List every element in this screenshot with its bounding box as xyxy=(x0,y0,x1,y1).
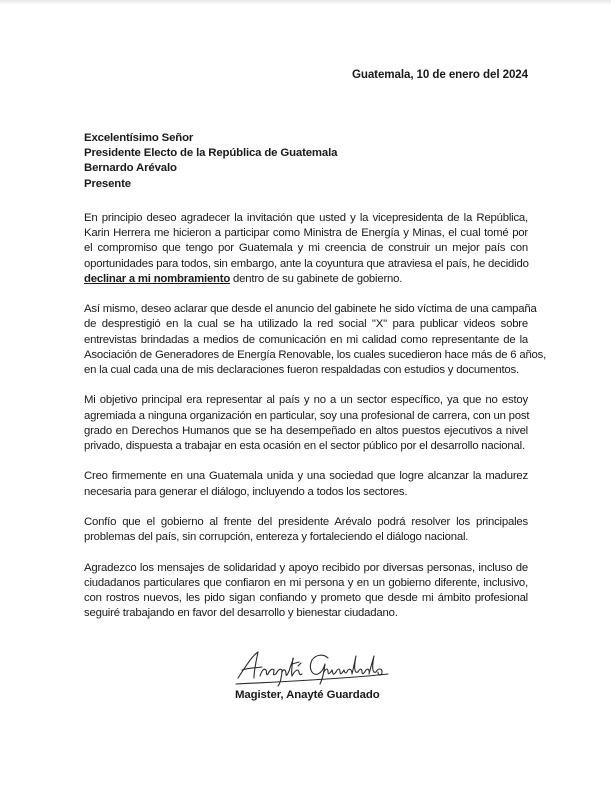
recipient-title: Presidente Electo de la República de Guatemala xyxy=(84,147,338,160)
text-line: en la cual cada una de mis declaraciones fueron respaldadas con estudios y documentos. xyxy=(84,364,519,377)
paragraph-5 xyxy=(84,515,528,545)
text-line: Asociación de Generadores de Energía Renovable, los cuales sucedieron hace más de 6 años, xyxy=(84,348,547,361)
text-line: necesaria para generar el diálogo, incluyendo a todos los sectores. xyxy=(84,485,408,498)
recipient-salutation: Excelentísimo Señor xyxy=(84,132,194,144)
paragraph-1 xyxy=(84,211,528,287)
text-line: ciudadanos particulares que confiaron en mi persona y en un gobierno diferente, inclusivo, xyxy=(84,576,528,589)
recipient-name: Bernardo Arévalo xyxy=(84,162,177,175)
text-line: seguiré trabajando en favor del desarrollo y bienestar ciudadano. xyxy=(84,607,398,620)
paragraph-6 xyxy=(84,561,528,622)
text-line: Karin Herrera me hicieron a participar como Ministra de Energía y Minas, el cual tomé por xyxy=(84,227,528,240)
text-line: Agradezco los mensajes de solidaridad y apoyo recibido por diversas personas, incluso de xyxy=(84,561,528,574)
text-line: Mi objetivo principal era representar al país y no a un sector específico, ya que no estoy xyxy=(84,394,528,407)
text-line: En principio deseo agradecer la invitación que usted y la vicepresidenta de la República, xyxy=(84,212,528,224)
recipient-block xyxy=(84,131,337,192)
paragraph-2 xyxy=(84,302,547,378)
paragraph-3 xyxy=(84,393,528,454)
text-line: el compromiso que tengo por Guatemala y mi creencia de construir un mejor país con xyxy=(84,242,528,255)
text-line: oportunidades para todos, sin embargo, ante la coyuntura que atraviesa el país, he decidido xyxy=(84,257,529,270)
text-line: privado, dispuesta a trabajar en esta ocasión en el sector público por el desarrollo nacional. xyxy=(84,440,525,453)
signatory-name: Magister, Anayté Guardado xyxy=(235,689,380,701)
letter-date: Guatemala, 10 de enero del 2024 xyxy=(351,68,528,81)
letter-body xyxy=(84,211,547,637)
handwritten-signature xyxy=(232,648,392,688)
text-line: con rostros nuevos, les pido sigan confiando y prometo que desde mi ámbito profesional xyxy=(84,592,528,604)
paragraph-4 xyxy=(84,469,528,499)
text-line: entrevistas brindadas a medios de comunicación en mi calidad como representante de la xyxy=(84,333,528,346)
text-line xyxy=(84,272,528,287)
text-line: Confío que el gobierno al frente del presidente Arévalo podrá resolver los principales xyxy=(84,516,528,528)
paragraph-tail: dentro de su gabinete de gobierno. xyxy=(230,272,403,285)
emphasized-decline-text: declinar a mi nombramiento xyxy=(84,272,231,285)
text-line: grado en Derechos Humanos que se ha desempeñado en altos puestos ejecutivos a nivel xyxy=(84,424,528,437)
text-line: Creo firmemente en una Guatemala unida y una sociedad que logre alcanzar la madurez xyxy=(84,470,528,483)
text-line: de desprestigió en la cual se ha utilizado la red social "X" para publicar videos sobre xyxy=(84,318,528,331)
text-line: Así mismo, deseo aclarar que desde el anuncio del gabinete he sido víctima de una campaña xyxy=(84,303,537,316)
text-line: agremiada a ninguna organización en particular, soy una profesional de carrera, con un post xyxy=(84,409,530,422)
recipient-presente: Presente xyxy=(84,177,131,190)
text-line: problemas del país, sin corrupción, entereza y fortaleciendo el diálogo nacional. xyxy=(84,531,469,544)
